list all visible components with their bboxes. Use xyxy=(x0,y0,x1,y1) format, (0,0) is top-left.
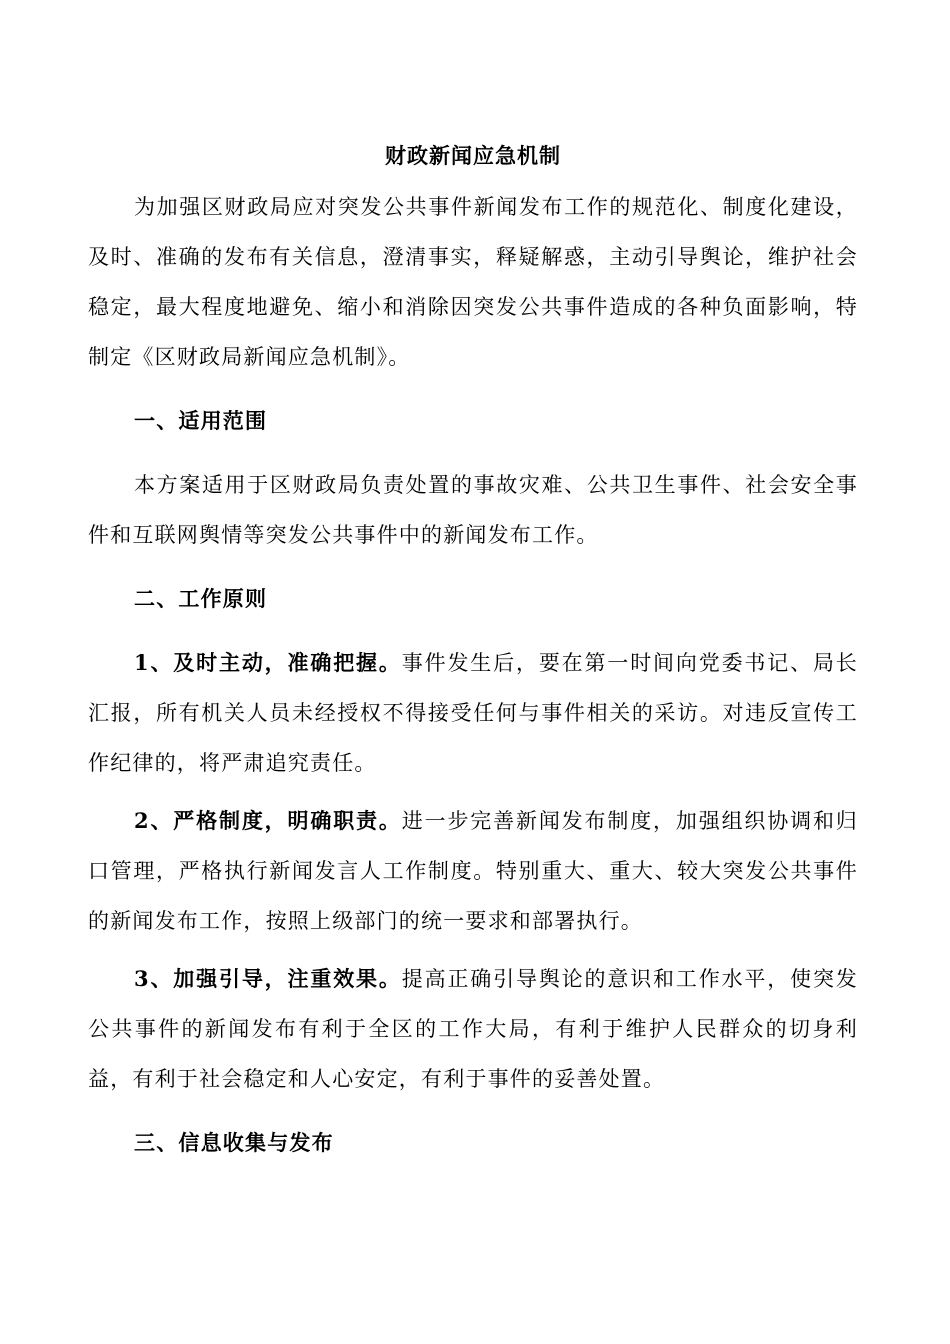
principle-text-3: 提高正确引导舆论的意识和工作水平，使突发公共事件的新闻发布有利于全区的工作大局，有利于维护人民群众的切身利益，有利于社会稳定和人心安定，有利于事件的妥善处置。 xyxy=(88,967,858,1091)
spacer xyxy=(88,560,858,568)
spacer xyxy=(88,1104,858,1112)
section-heading-scope: 一、适用范围 xyxy=(134,408,268,433)
spacer xyxy=(88,788,858,796)
principle-lead-2: 2、严格制度，明确职责。 xyxy=(134,808,402,833)
intro-paragraph: 为加强区财政局应对突发公共事件新闻发布工作的规范化、制度化建设，及时、准确的发布有关信息，澄清事实，释疑解惑，主动引导舆论，维护社会稳定，最大程度地避免、缩小和消除因突发公共事件造成的各种负面影响，特制定《区财政局新闻应急机制》。 xyxy=(88,195,858,369)
spacer xyxy=(88,382,858,390)
principle-lead-3: 3、加强引导，注重效果。 xyxy=(134,966,402,991)
principle-lead-1: 1、及时主动，准确把握。 xyxy=(134,650,402,675)
spacer xyxy=(88,946,858,954)
document-title: 财政新闻应急机制 xyxy=(385,143,561,168)
spacer xyxy=(88,452,858,460)
principle-paragraph-3 xyxy=(88,954,858,1104)
principle-paragraph-1 xyxy=(88,638,858,788)
principle-text-2: 进一步完善新闻发布制度，加强组织协调和归口管理，严格执行新闻发言人工作制度。特别重大、重大、较大突发公共事件的新闻发布工作，按照上级部门的统一要求和部署执行。 xyxy=(88,809,858,933)
scope-paragraph: 本方案适用于区财政局负责处置的事故灾难、公共卫生事件、社会安全事件和互联网舆情等突发公共事件中的新闻发布工作。 xyxy=(88,473,858,547)
section-heading-info: 三、信息收集与发布 xyxy=(134,1130,334,1155)
document-page xyxy=(88,140,858,1174)
section-heading-principles: 二、工作原则 xyxy=(134,586,268,611)
principle-text-1: 事件发生后，要在第一时间向党委书记、局长汇报，所有机关人员未经授权不得接受任何与事件相关的采访。对违反宣传工作纪律的，将严肃追究责任。 xyxy=(88,651,858,775)
spacer xyxy=(88,630,858,638)
principle-paragraph-2 xyxy=(88,796,858,946)
